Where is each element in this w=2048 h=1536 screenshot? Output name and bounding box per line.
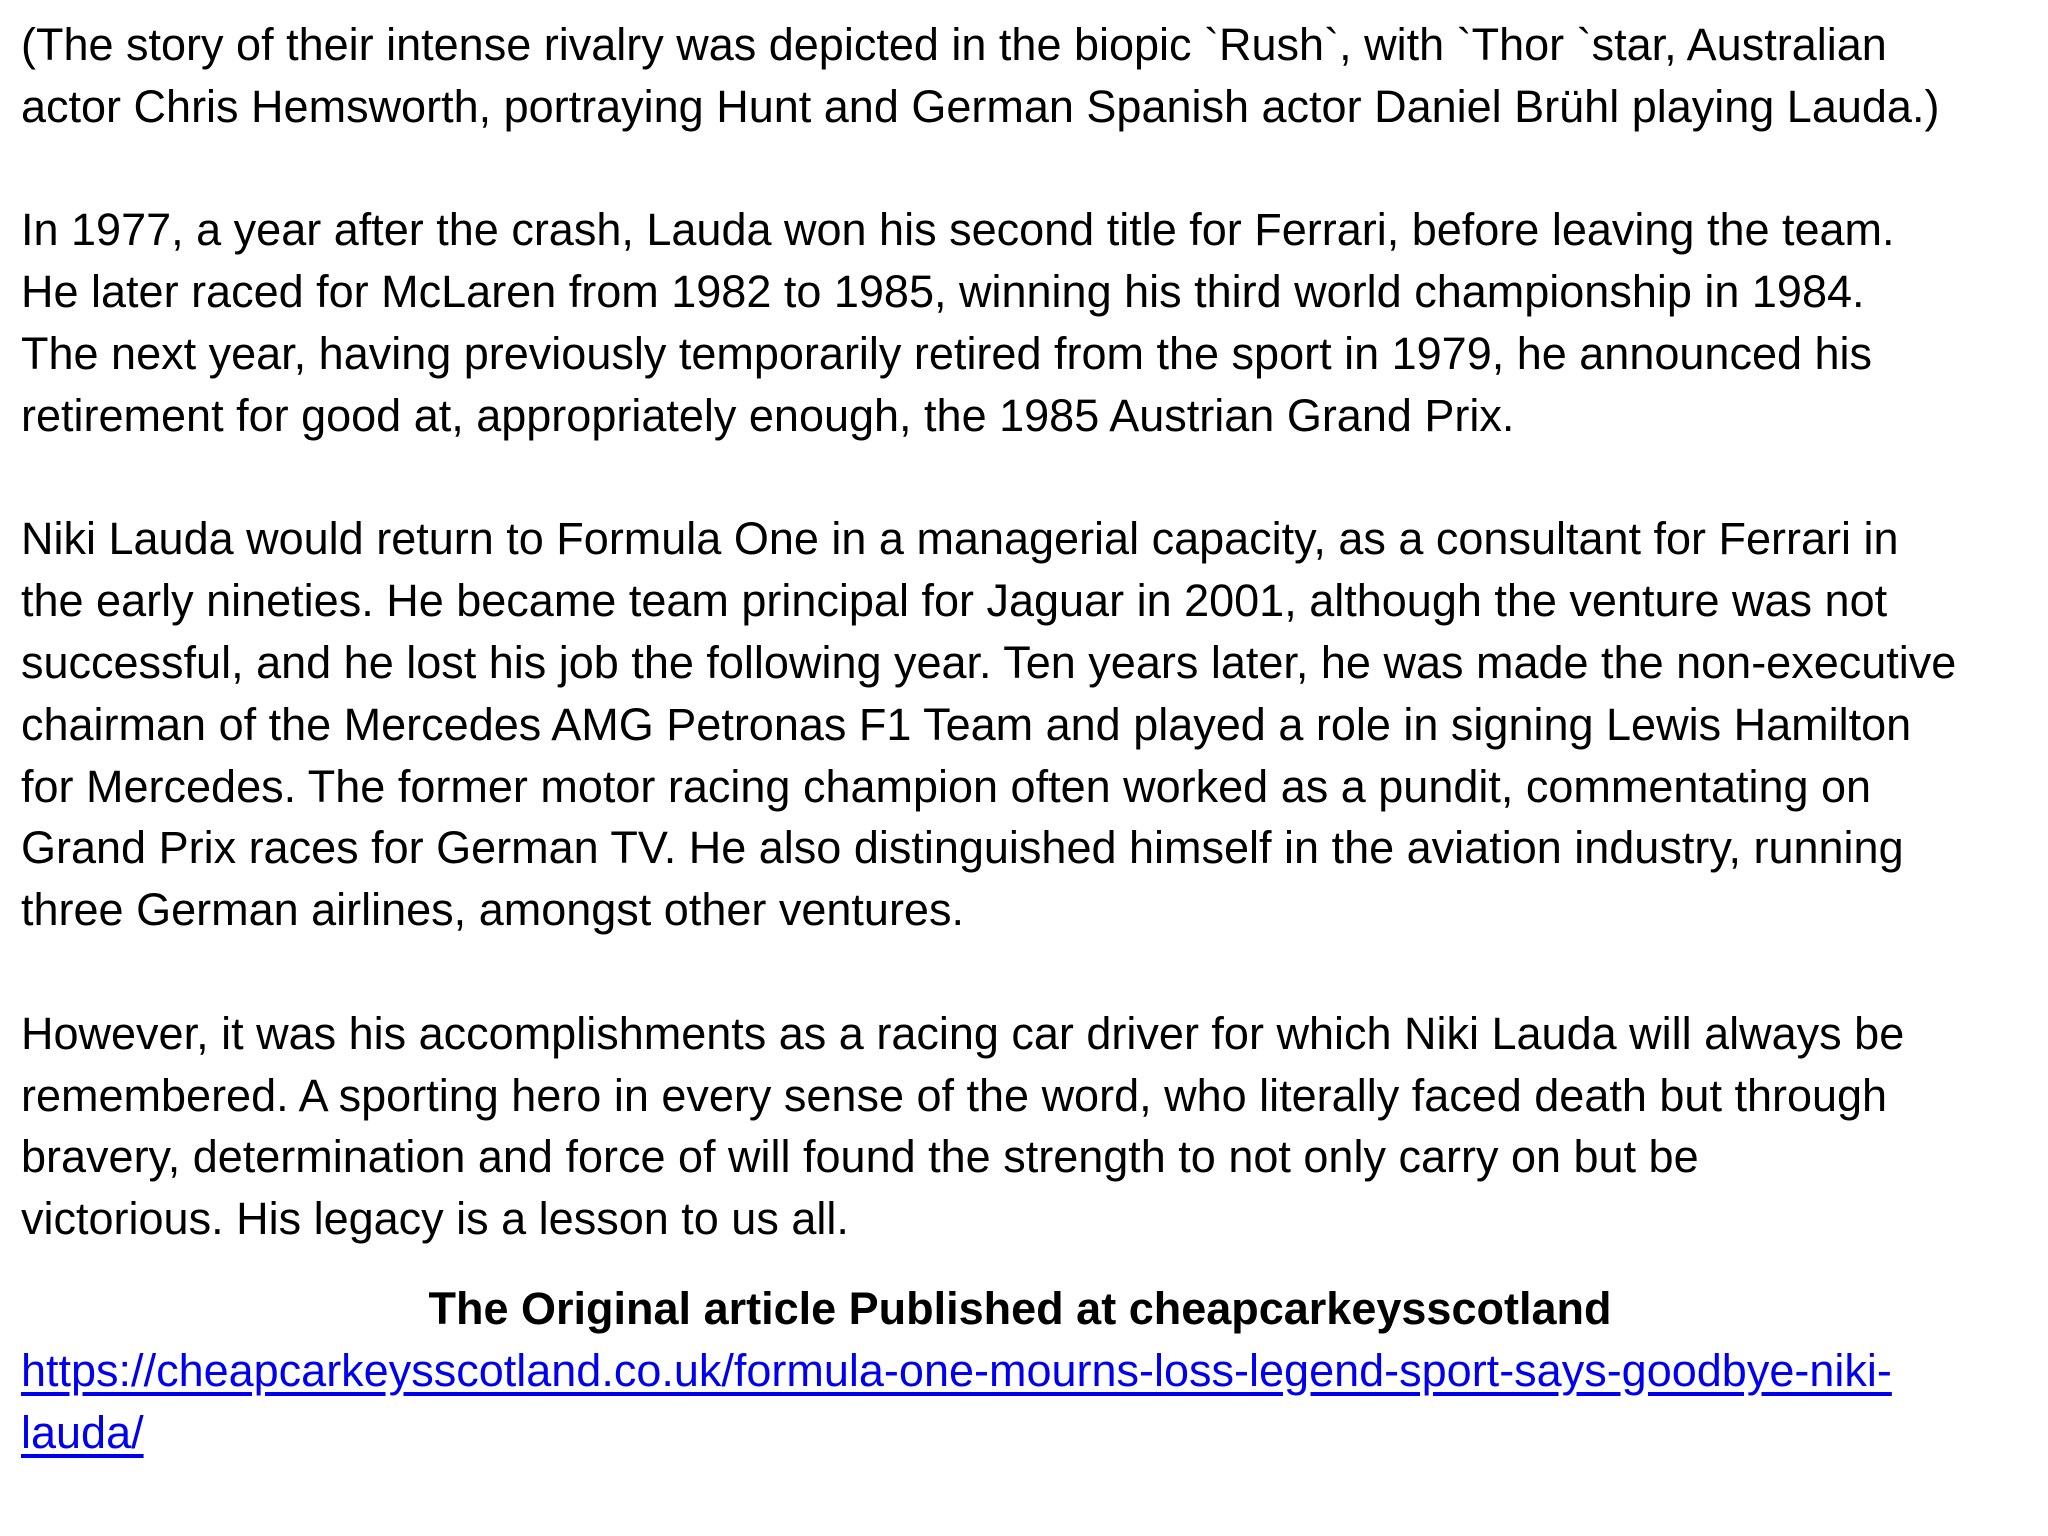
source-link[interactable]: https://cheapcarkeysscotland.co.uk/formula-one-mourns-loss-legend-sport-says-goodbye-niki- lauda/ <box>21 1344 1892 1458</box>
source-heading: The Original article Published at cheapcarkeysscotland <box>428 1282 1612 1334</box>
paragraph-1977-title: In 1977, a year after the crash, Lauda won his second title for Ferrari, before leaving the team. He later raced for McLaren from 1982 to 1985, winning his third world championship in 1984. The next year, having previously temporarily retired from the sport in 1979, he announced his retirement for good at, appropriately enough, the 1985 Austrian Grand Prix. <box>21 204 1895 441</box>
paragraph-rush-biopic: (The story of their intense rivalry was depicted in the biopic `Rush`, with `Thor `star, Australian actor Chris Hemsworth, portraying Hunt and German Spanish actor Daniel Brühl playing Lauda.) <box>21 19 1940 132</box>
paragraph-managerial-career: Niki Lauda would return to Formula One in a managerial capacity, as a consultant for Ferrari in the early nineties. He became team principal for Jaguar in 2001, although the venture was not successful, and he lost his job the following year. Ten years later, he was made the non-executive chairman of the Mercedes AMG Petronas F1 Team and played a role in signing Lewis Hamilton for Mercedes. The former motor racing champion often worked as a pundit, commentating on Grand Prix races for German TV. He also distinguished himself in the aviation industry, running three German airlines, amongst other ventures. <box>21 513 1957 936</box>
document-page <box>21 14 2031 1463</box>
paragraph-legacy: However, it was his accomplishments as a racing car driver for which Niki Lauda will always be remembered. A sporting hero in every sense of the word, who literally faced death but through bravery, determination and force of will found the strength to not only carry on but be victorious. His legacy is a lesson to us all. <box>21 1007 1905 1245</box>
